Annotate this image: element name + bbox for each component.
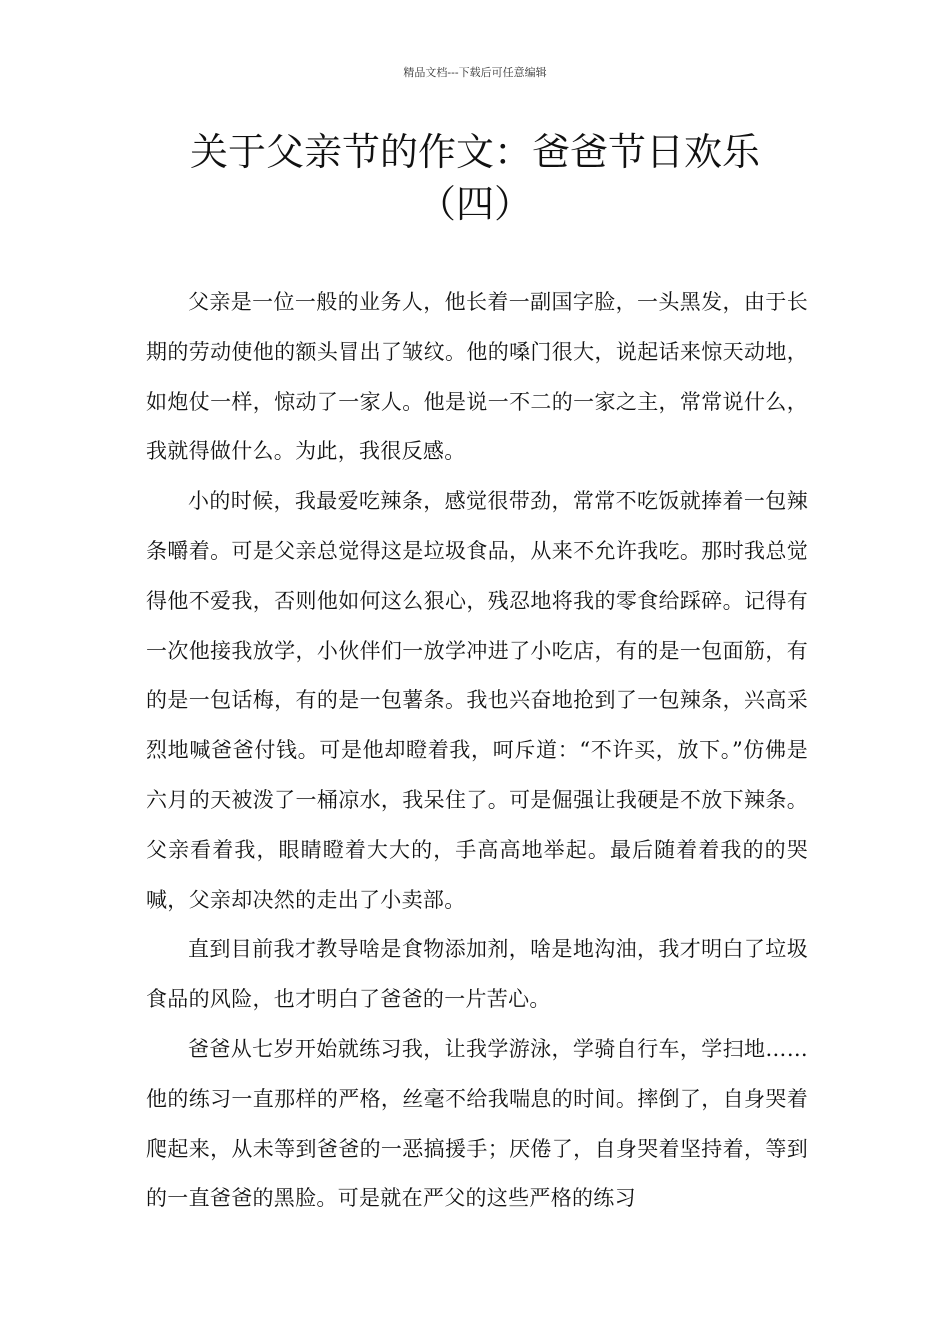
header-note: 精品文档---下载后可任意编辑: [403, 66, 547, 79]
title-line-2: （四）: [417, 182, 532, 226]
document-body: [146, 278, 808, 1224]
title-line-1: 关于父亲节的作文：爸爸节日欢乐: [189, 130, 760, 174]
paragraph-4: 爸爸从七岁开始就练习我，让我学游泳，学骑自行车，学扫地……他的练习一直那样的严格，丝毫不给我喘息的时间。摔倒了，自身哭着爬起来，从未等到爸爸的一恶搞援手；厌倦了，自身哭着坚持着，等到的一直爸爸的黑脸。可是就在严父的这些严格的练习: [146, 1036, 808, 1211]
paragraph-2: 小的时候，我最爱吃辣条，感觉很带劲，常常不吃饭就捧着一包辣条嚼着。可是父亲总觉得这是垃圾食品，从来不允许我吃。那时我总觉得他不爱我，否则他如何这么狠心，残忍地将我的零食给踩碎。记得有一次他接我放学，小伙伴们一放学冲进了小吃店，有的是一包面筋，有的是一包话梅，有的是一包薯条。我也兴奋地抢到了一包辣条，兴高采烈地喊爸爸付钱。可是他却瞪着我，呵斥道：“不许买，放下。”仿佛是六月的天被泼了一桶凉水，我呆住了。可是倔强让我硬是不放下辣条。父亲看着我，眼睛瞪着大大的，手高高地举起。最后随着着我的的哭喊，父亲却决然的走出了小卖部。: [146, 489, 808, 912]
paragraph-3: 直到目前我才教导啥是食物添加剂，啥是地沟油，我才明白了垃圾食品的风险，也才明白了爸爸的一片苦心。: [146, 937, 808, 1012]
paragraph-1: 父亲是一位一般的业务人，他长着一副国字脸，一头黑发，由于长期的劳动使他的额头冒出了皱纹。他的嗓门很大，说起话来惊天动地，如炮仗一样，惊动了一家人。他是说一不二的一家之主，常常说什么，我就得做什么。为此，我很反感。: [146, 290, 808, 464]
document-title: [120, 126, 830, 230]
